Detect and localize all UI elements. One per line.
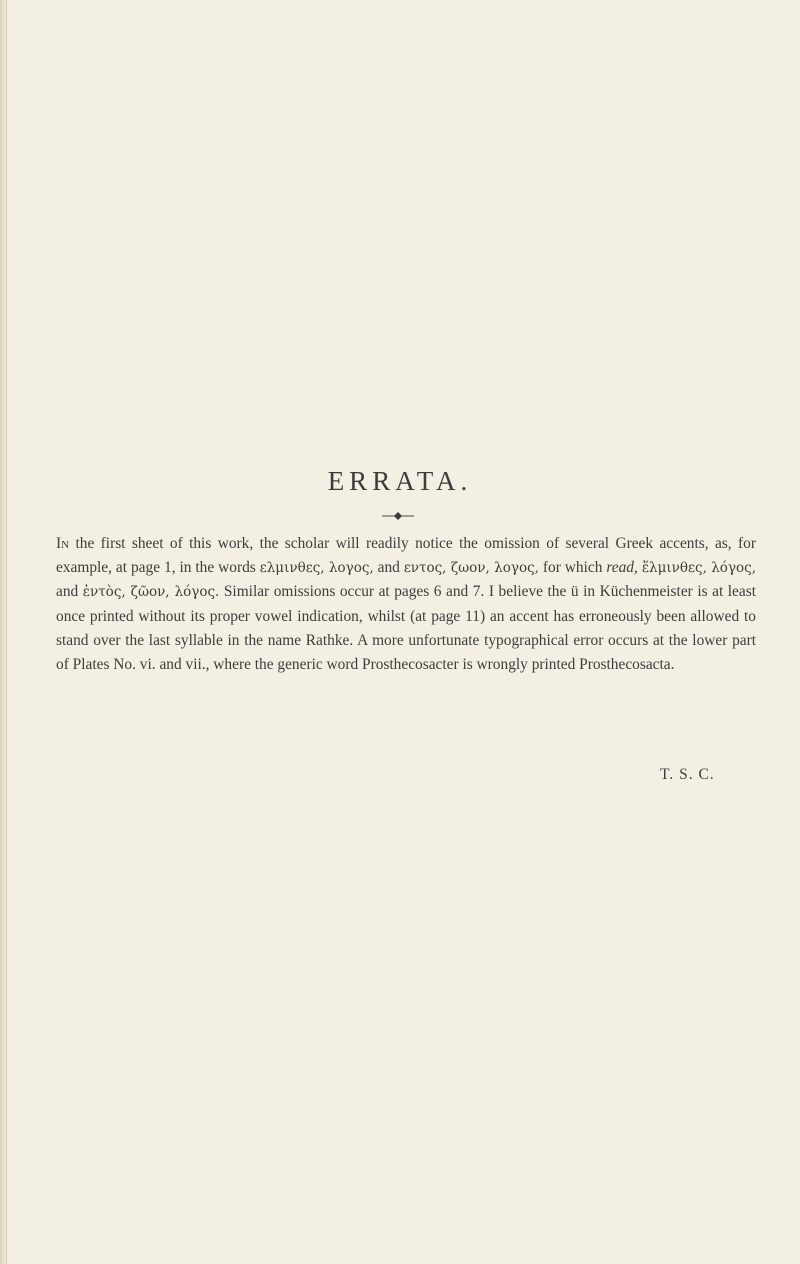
read-italic: read, [606, 559, 638, 577]
diamond-rule-ornament-icon [380, 510, 416, 522]
text-run: Similar omissions occur at pages 6 and 7. I believe the ü in Küchenmeister is at least once printed without its proper vowel indication, whilst (at page 11) an accent has erroneously been allowed to stand over the last syllable in the name Rathke. A more unfortunate typographical error occurs at the lower part of Plates No. vi. and vii., where the generic word Prosthecosacter is wrongly printed Prosthecosacta. [56, 583, 756, 674]
text-run: and [56, 583, 83, 601]
greek-words-accented-1: ἕλμινθες, λόγος, [641, 560, 756, 577]
errata-paragraph [56, 532, 756, 677]
initial-word: In [56, 535, 70, 552]
greek-words-unaccented-1: ελμινθες, λογος, [259, 560, 374, 577]
text-run: for which [538, 559, 607, 577]
page-title: ERRATA. [327, 466, 473, 496]
greek-words-accented-2: ἐντὸς, ζῶον, λόγος. [82, 584, 220, 601]
greek-words-unaccented-2: εντος, ζωον, λογος, [403, 560, 539, 577]
text-run: and [373, 559, 404, 577]
text-run: the first sheet of this work, the scholar will readily notice the omission of several Greek accents, as, for example, at page 1, in the words [56, 535, 756, 577]
page-binding-line [6, 0, 7, 1264]
author-initials: T. S. C. [660, 766, 715, 783]
